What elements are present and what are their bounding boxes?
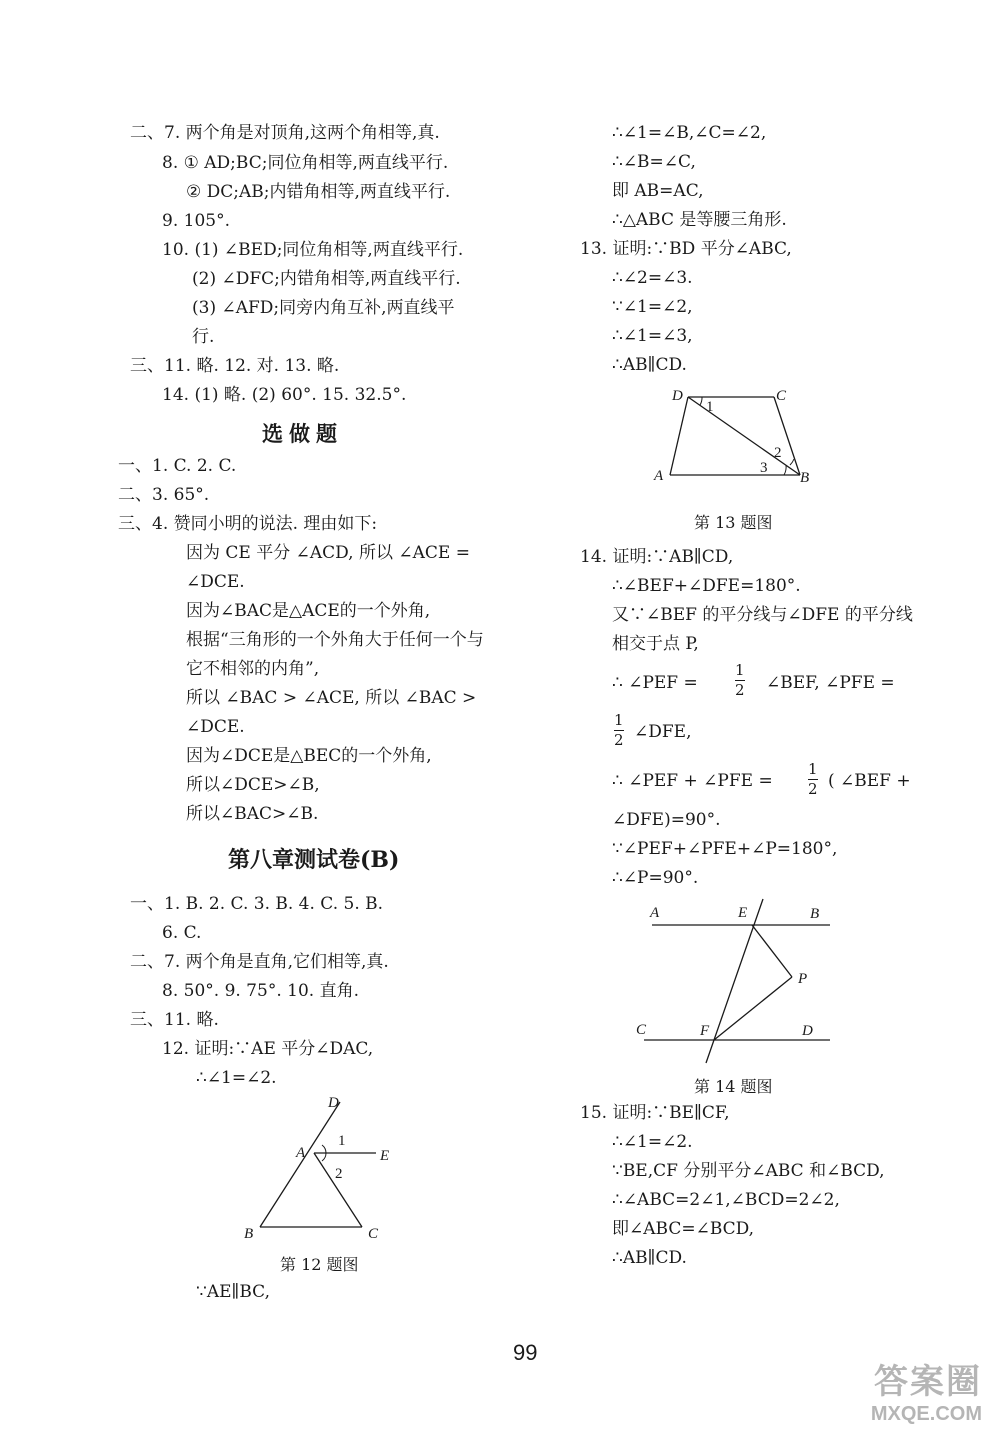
answer-line: 所以 ∠BAC > ∠ACE, 所以 ∠BAC > (186, 688, 477, 708)
answer-line: ∠DFE)=90°. (612, 810, 721, 830)
answer-line: ∵∠1=∠2, (612, 297, 693, 317)
figure-13-caption: 第 13 题图 (694, 513, 773, 532)
angle-label-1: 1 (338, 1133, 346, 1149)
answer-line: ∴∠1=∠B,∠C=∠2, (612, 123, 767, 143)
answer-line: 14. 证明:∵AB∥CD, (580, 547, 734, 567)
answer-line: 9. 105°. (162, 211, 230, 231)
point-label-b: B (800, 470, 810, 486)
point-label-f: F (700, 1023, 710, 1039)
page-number: 99 (513, 1340, 538, 1365)
point-label-b: B (244, 1226, 254, 1242)
point-label-e: E (738, 905, 748, 921)
answer-line: 8. 50°. 9. 75°. 10. 直角. (162, 981, 359, 1001)
point-label-c: C (776, 388, 787, 404)
answer-line: (3) ∠AFD;同旁内角互补,两直线平 (192, 298, 455, 318)
answer-line: 因为∠DCE是△BEC的一个外角, (186, 746, 432, 766)
answer-line: ∴∠1=∠2. (612, 1132, 693, 1152)
watermark-logo: 答案圈 (874, 1363, 982, 1401)
answer-line: ∠BEF, ∠PFE = (766, 673, 895, 693)
point-label-d: D (328, 1095, 339, 1111)
angle-label-1: 1 (706, 399, 714, 415)
angle-label-2: 2 (335, 1166, 343, 1182)
point-label-p: P (798, 971, 808, 987)
chapter-test-heading: 第八章测试卷(B) (228, 847, 400, 873)
answer-line: ∵∠PEF+∠PFE+∠P=180°, (612, 839, 838, 859)
answer-line: (2) ∠DFC;内错角相等,两直线平行. (192, 269, 461, 289)
fraction-one-half: $\frac{1}{2}$ (614, 711, 624, 749)
answer-line: 13. 证明:∵BD 平分∠ABC, (580, 239, 792, 259)
answer-line: 所以∠BAC>∠B. (186, 804, 319, 824)
answer-line: 6. C. (162, 923, 202, 943)
answer-line: 8. ① AD;BC;同位角相等,两直线平行. (162, 153, 449, 173)
answer-line: ∴∠B=∠C, (612, 152, 696, 172)
answer-line: 因为∠BAC是△ACE的一个外角, (186, 601, 431, 621)
answer-line: ( ∠BEF + (828, 771, 911, 791)
answer-line: 三、11. 略. 12. 对. 13. 略. (130, 356, 340, 376)
answer-line: ∴AB∥CD. (612, 355, 687, 375)
figure-13-diagram (650, 383, 820, 488)
answer-line: ∴AB∥CD. (612, 1248, 687, 1268)
point-label-d: D (802, 1023, 813, 1039)
answer-line: ∴∠ABC=2∠1,∠BCD=2∠2, (612, 1190, 840, 1210)
answer-line: ∴ ∠PEF = (612, 673, 698, 693)
answer-line: ∵BE,CF 分别平分∠ABC 和∠BCD, (612, 1161, 885, 1181)
answer-line: 一、1. C. 2. C. (118, 456, 237, 476)
answer-line: 二、3. 65°. (118, 485, 210, 505)
answer-line: ∵AE∥BC, (196, 1282, 270, 1302)
answer-line: ∠DCE. (186, 717, 245, 737)
answer-line: ∴∠BEF+∠DFE=180°. (612, 576, 801, 596)
point-label-c: C (368, 1226, 379, 1242)
answer-line: 根据“三角形的一个外角大于任何一个与 (186, 630, 484, 650)
answer-line: 二、7. 两个角是直角,它们相等,真. (130, 952, 389, 972)
answer-line: ② DC;AB;内错角相等,两直线平行. (186, 182, 451, 202)
section-heading-optional: 选做题 (262, 421, 343, 446)
angle-label-3: 3 (760, 460, 768, 476)
point-label-c: C (636, 1022, 647, 1038)
figure-12-diagram (230, 1090, 400, 1245)
answer-line: ∠DCE. (186, 572, 245, 592)
answer-line: 又∵∠BEF 的平分线与∠DFE 的平分线 (612, 605, 913, 625)
answer-line: 所以∠DCE>∠B, (186, 775, 320, 795)
answer-line: 它不相邻的内角”, (186, 659, 320, 679)
figure-14-caption: 第 14 题图 (694, 1077, 773, 1096)
watermark (871, 1354, 982, 1426)
answer-line: 10. (1) ∠BED;同位角相等,两直线平行. (162, 240, 464, 260)
answer-line: ∴∠1=∠3, (612, 326, 693, 346)
point-label-d: D (672, 388, 683, 404)
answer-line: ∴△ABC 是等腰三角形. (612, 210, 787, 230)
answer-line: 一、1. B. 2. C. 3. B. 4. C. 5. B. (130, 894, 384, 914)
figure-12-caption: 第 12 题图 (280, 1255, 359, 1274)
answer-line: 三、11. 略. (130, 1010, 219, 1030)
answer-line: 行. (192, 327, 215, 347)
answer-line: 14. (1) 略. (2) 60°. 15. 32.5°. (162, 385, 407, 405)
point-label-a: A (654, 468, 664, 484)
answer-line: ∴∠1=∠2. (196, 1068, 277, 1088)
answer-line: 即∠ABC=∠BCD, (612, 1219, 755, 1239)
answer-line: ∠DFE, (634, 722, 692, 742)
answer-line: 15. 证明:∵BE∥CF, (580, 1103, 730, 1123)
point-label-e: E (380, 1148, 390, 1164)
watermark-url: MXQE.COM (870, 1403, 982, 1425)
answer-line: 二、7. 两个角是对顶角,这两个角相等,真. (130, 123, 440, 143)
angle-label-2: 2 (774, 445, 782, 461)
answer-line: 12. 证明:∵AE 平分∠DAC, (162, 1039, 374, 1059)
figure-14-diagram (630, 895, 845, 1070)
point-label-a: A (650, 905, 660, 921)
answer-line: 即 AB=AC, (612, 181, 704, 201)
answer-line: 因为 CE 平分 ∠ACD, 所以 ∠ACE = (186, 543, 470, 563)
point-label-a: A (296, 1145, 306, 1161)
point-label-b: B (810, 906, 820, 922)
answer-line: ∴∠P=90°. (612, 868, 699, 888)
fraction-one-half: $\frac{1}{2}$ (808, 760, 818, 798)
answer-line: ∴∠2=∠3. (612, 268, 693, 288)
answer-line: 三、4. 赞同小明的说法. 理由如下: (118, 514, 378, 534)
answer-line: ∴ ∠PEF + ∠PFE = (612, 771, 773, 791)
fraction-one-half: $\frac{1}{2}$ (735, 661, 745, 699)
answer-line: 相交于点 P, (612, 634, 699, 654)
